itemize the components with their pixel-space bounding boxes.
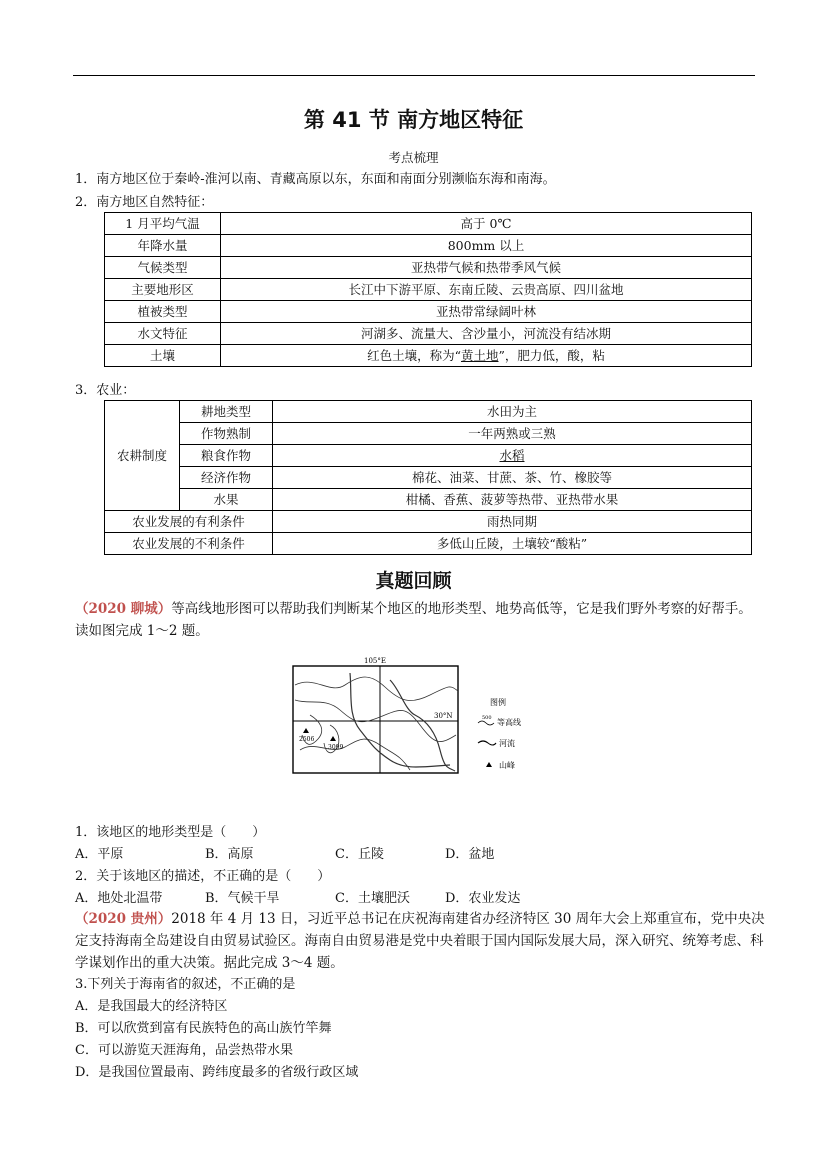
question-intro-2 bbox=[75, 908, 765, 974]
header-rule bbox=[73, 75, 755, 76]
point-1: 1．南方地区位于秦岭-淮河以南、青藏高原以东，东面和南面分别濒临东海和南海。 bbox=[75, 172, 556, 187]
latitude-label: 30°N bbox=[434, 712, 453, 720]
peak-elevation-1: 2506 bbox=[299, 736, 315, 743]
cell-label: 农业发展的有利条件 bbox=[105, 511, 273, 533]
cell-value: 亚热带常绿阔叶林 bbox=[221, 301, 752, 323]
cell-value: 棉花、油菜、甘蔗、茶、竹、橡胶等 bbox=[273, 467, 752, 489]
cell-value: 高于 0℃ bbox=[221, 213, 752, 235]
contour-map bbox=[290, 655, 535, 777]
cell-label: 植被类型 bbox=[105, 301, 221, 323]
option-d: D．农业发达 bbox=[445, 891, 521, 906]
cell-value: 河湖多、流量大、含沙量小，河流没有结冰期 bbox=[221, 323, 752, 345]
option-b: B．气候干旱 bbox=[205, 891, 280, 906]
nature-table bbox=[104, 212, 752, 367]
cell-label: 主要地形区 bbox=[105, 279, 221, 301]
option-a: A．地处北温带 bbox=[75, 891, 163, 906]
point-2: 2．南方地区自然特征： bbox=[75, 195, 214, 210]
cell-label: 水文特征 bbox=[105, 323, 221, 345]
legend-title: 图例 bbox=[490, 698, 506, 707]
legend-peak: 山峰 bbox=[499, 761, 515, 770]
cell-label: 经济作物 bbox=[180, 467, 273, 489]
legend-contour: 等高线 bbox=[497, 718, 521, 727]
longitude-label: 105°E bbox=[364, 657, 386, 665]
cell-value bbox=[221, 345, 752, 367]
legend-river-symbol bbox=[478, 741, 496, 745]
table-row bbox=[105, 467, 752, 489]
table-row bbox=[105, 533, 752, 555]
cell-value: 雨热同期 bbox=[273, 511, 752, 533]
option-c: C．土壤肥沃 bbox=[335, 891, 410, 906]
intro-text: 2018 年 4 月 13 日，习近平总书记在庆祝海南建省办经济特区 30 周年大会上郑重宣布，党中央决定支持海南全岛建设自由贸易试验区。海南自由贸易港是党中央着眼于国内国际发展大局，深入研究、统筹考虑、科学谋划作出的重大决策。据此完成 3～4 题。 bbox=[75, 911, 765, 971]
option-a: A．是我国最大的经济特区 bbox=[75, 999, 228, 1014]
table-row bbox=[105, 423, 752, 445]
cell-label: 作物熟制 bbox=[180, 423, 273, 445]
table-row bbox=[105, 279, 752, 301]
option-a: A．平原 bbox=[75, 847, 124, 862]
table-row bbox=[105, 213, 752, 235]
legend-contour-value: 500 bbox=[482, 715, 492, 721]
cell-label: 年降水量 bbox=[105, 235, 221, 257]
option-d: D．盆地 bbox=[445, 847, 495, 862]
point-3: 3．农业： bbox=[75, 383, 136, 398]
section-subtitle: 考点梳理 bbox=[388, 150, 439, 165]
source-tag: （2020 贵州） bbox=[75, 911, 172, 927]
cell-value: 柑橘、香蕉、菠萝等热带、亚热带水果 bbox=[273, 489, 752, 511]
intro-text: 等高线地形图可以帮助我们判断某个地区的地形类型、地势高低等，它是我们野外考察的好帮手。读如图完成 1～2 题。 bbox=[75, 601, 752, 639]
question-intro-1 bbox=[75, 598, 765, 642]
cell-value: 长江中下游平原、东南丘陵、云贵高原、四川盆地 bbox=[221, 279, 752, 301]
legend-peak-icon bbox=[486, 762, 492, 767]
soil-text-post: ”，肥力低，酸，粘 bbox=[498, 348, 605, 363]
peak-elevation-2: 3099 bbox=[328, 744, 344, 751]
cell-label: 水果 bbox=[180, 489, 273, 511]
option-d: D．是我国位置最南、跨纬度最多的省级行政区域 bbox=[75, 1065, 359, 1080]
soil-name-underlined: 黄土地 bbox=[460, 348, 499, 363]
cell-value: 多低山丘陵，土壤较“酸粘” bbox=[273, 533, 752, 555]
cell-value: 水田为主 bbox=[273, 401, 752, 423]
cell-value bbox=[273, 445, 752, 467]
option-b: B．高原 bbox=[205, 847, 254, 862]
table-row bbox=[105, 301, 752, 323]
table-row bbox=[105, 323, 752, 345]
table-row bbox=[105, 401, 752, 423]
source-tag: （2020 聊城） bbox=[75, 601, 172, 617]
option-c: C．丘陵 bbox=[335, 847, 384, 862]
cell-value: 一年两熟或三熟 bbox=[273, 423, 752, 445]
cell-label: 耕地类型 bbox=[180, 401, 273, 423]
table-row bbox=[105, 511, 752, 533]
cell-label: 土壤 bbox=[105, 345, 221, 367]
rice-underlined: 水稻 bbox=[499, 448, 525, 463]
soil-text-pre: 红色土壤，称为“ bbox=[367, 348, 461, 363]
option-b: B．可以欣赏到富有民族特色的高山族竹竿舞 bbox=[75, 1021, 332, 1036]
table-row bbox=[105, 445, 752, 467]
agriculture-table bbox=[104, 400, 752, 555]
cell-value: 亚热带气候和热带季风气候 bbox=[221, 257, 752, 279]
cell-label: 农业发展的不利条件 bbox=[105, 533, 273, 555]
legend-river: 河流 bbox=[499, 739, 515, 748]
option-c: C．可以游览天涯海角，品尝热带水果 bbox=[75, 1043, 293, 1058]
question-2: 2．关于该地区的描述，不正确的是（ ） bbox=[75, 869, 331, 884]
table-row bbox=[105, 257, 752, 279]
question-2-options bbox=[75, 890, 520, 908]
question-1-options bbox=[75, 846, 494, 864]
table-row bbox=[105, 489, 752, 511]
cell-label: 1 月平均气温 bbox=[105, 213, 221, 235]
table-row bbox=[105, 235, 752, 257]
page-title: 第 41 节 南方地区特征 bbox=[303, 108, 524, 132]
cell-value: 800mm 以上 bbox=[221, 235, 752, 257]
table-row bbox=[105, 345, 752, 367]
question-3: 3.下列关于海南省的叙述，不正确的是 bbox=[75, 977, 296, 992]
cell-label: 气候类型 bbox=[105, 257, 221, 279]
review-heading: 真题回顾 bbox=[375, 570, 452, 592]
group-label: 农耕制度 bbox=[105, 401, 180, 511]
cell-label: 粮食作物 bbox=[180, 445, 273, 467]
legend-contour-symbol bbox=[478, 721, 494, 725]
question-1: 1．该地区的地形类型是（ ） bbox=[75, 825, 266, 840]
